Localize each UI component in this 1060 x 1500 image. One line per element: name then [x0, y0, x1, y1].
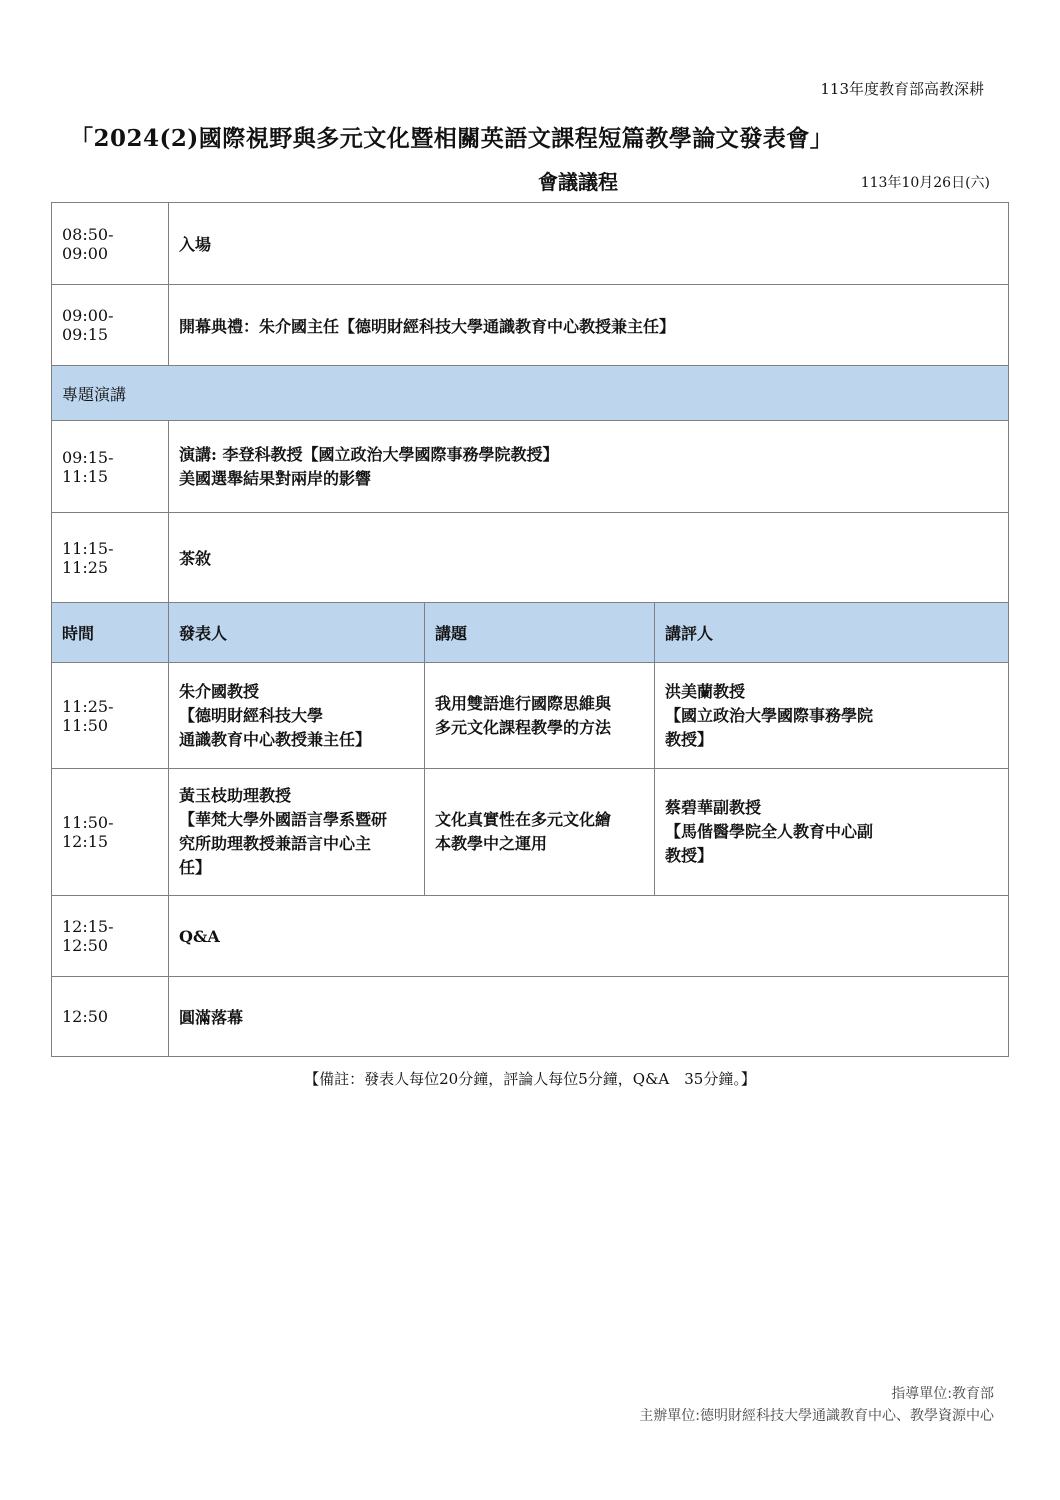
column-header-reviewer: 講評人: [655, 603, 1009, 663]
section-header-row: [52, 366, 1009, 421]
topic-cell: [425, 663, 655, 769]
column-header-topic: 講題: [425, 603, 655, 663]
row-time: 12:15-12:50: [52, 896, 169, 977]
presenter-name: 朱介國教授: [179, 681, 260, 701]
organizing-unit: 主辦單位:德明財經科技大學通識教育中心、教學資源中心: [639, 1408, 994, 1424]
topic-cell: [425, 769, 655, 896]
conference-title: 「2024(2)國際視野與多元文化暨相關英語文課程短篇教學論文發表會」: [70, 125, 834, 152]
row-content: 開幕典禮：朱介國主任【德明財經科技大學通識教育中心教授兼主任】: [169, 285, 1009, 366]
column-header-time: 時間: [52, 603, 169, 663]
presenter-name: 黃玉枝助理教授: [179, 786, 292, 805]
agenda-row: [52, 203, 1009, 285]
presenter-affiliation: 究所助理教授兼語言中心主: [179, 834, 372, 853]
presenter-affiliation: 【華梵大學外國語言學系暨研: [179, 810, 388, 829]
agenda-row: [52, 285, 1009, 366]
row-time: 11:50-12:15: [52, 769, 169, 896]
reviewer-cell: [655, 663, 1009, 769]
keynote-speaker: 演講: 李登科教授【國立政治大學國際事務學院教授】: [179, 444, 559, 464]
agenda-row: [52, 977, 1009, 1057]
agenda-row: [52, 421, 1009, 513]
row-time: 09:00-09:15: [52, 285, 169, 366]
agenda-table: [51, 202, 1009, 1057]
presenter-cell: [169, 769, 425, 896]
presentation-row: [52, 769, 1009, 896]
row-time: 08:50-09:00: [52, 203, 169, 285]
presenter-affiliation: 任】: [179, 858, 212, 877]
section-title: 專題演講: [52, 366, 1009, 421]
reviewer-affiliation: 【馬偕醫學院全人教育中心副: [665, 822, 874, 841]
row-time: 09:15-11:15: [52, 421, 169, 513]
row-content: 茶敘: [169, 513, 1009, 603]
presenter-affiliation: 【德明財經科技大學: [179, 705, 324, 725]
presenter-affiliation: 通識教育中心教授兼主任】: [179, 729, 372, 749]
row-content: 圓滿落幕: [169, 977, 1009, 1057]
agenda-row: [52, 896, 1009, 977]
row-time: 11:25-11:50: [52, 663, 169, 769]
supervising-unit: 指導單位:教育部: [891, 1386, 994, 1402]
column-header-row: [52, 603, 1009, 663]
keynote-topic: 美國選舉結果對兩岸的影響: [179, 468, 372, 488]
row-time: 11:15-11:25: [52, 513, 169, 603]
topic-line: 本教學中之運用: [435, 834, 548, 853]
presenter-cell: [169, 663, 425, 769]
presentation-row: [52, 663, 1009, 769]
topic-line: 多元文化課程教學的方法: [435, 717, 612, 737]
reviewer-cell: [655, 769, 1009, 896]
column-header-presenter: 發表人: [169, 603, 425, 663]
row-content: 入場: [169, 203, 1009, 285]
conference-date: 113年10月26日(六): [860, 175, 990, 191]
reviewer-affiliation: 【國立政治大學國際事務學院: [665, 705, 874, 725]
agenda-row: [52, 513, 1009, 603]
reviewer-name: 洪美蘭教授: [665, 681, 746, 701]
program-label: 113年度教育部高教深耕: [820, 80, 984, 98]
reviewer-affiliation: 教授】: [665, 846, 714, 865]
reviewer-affiliation: 教授】: [665, 729, 714, 749]
topic-line: 文化真實性在多元文化繪: [435, 810, 612, 829]
reviewer-name: 蔡碧華副教授: [665, 798, 762, 817]
row-content: Q&A: [169, 896, 1009, 977]
keynote-cell: [169, 421, 1009, 513]
topic-line: 我用雙語進行國際思維與: [435, 693, 612, 713]
row-time: 12:50: [52, 977, 169, 1057]
remarks-note: 【備註：發表人每位20分鐘，評論人每位5分鐘，Q&A 35分鐘。】: [304, 1070, 756, 1088]
agenda-heading: 會議議程: [538, 170, 618, 194]
